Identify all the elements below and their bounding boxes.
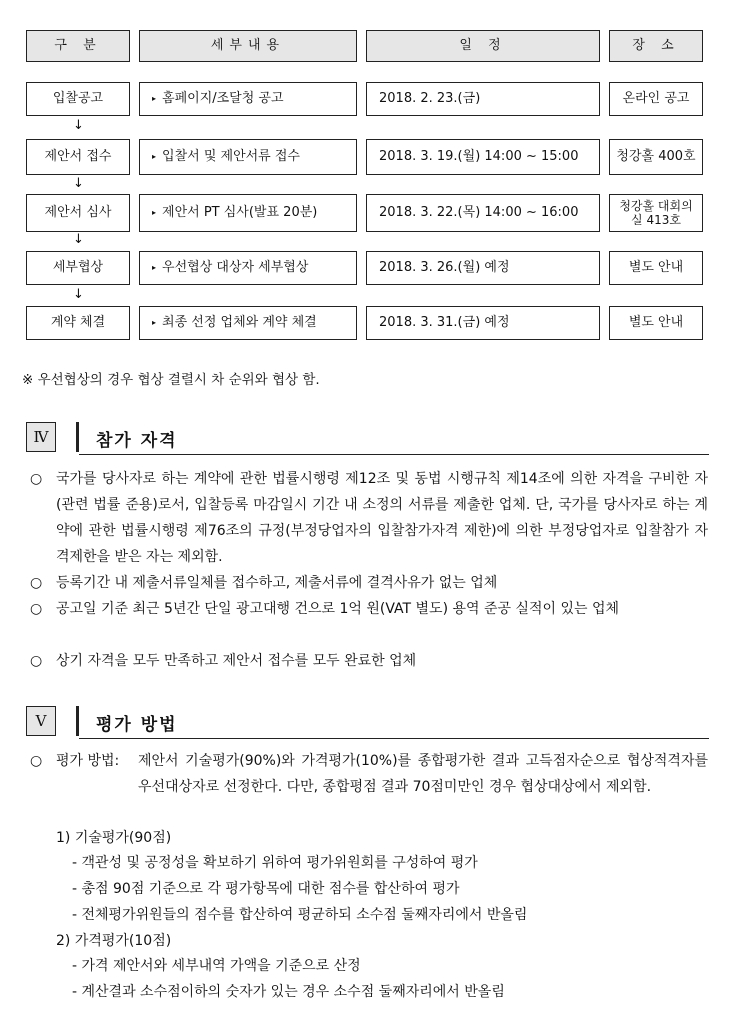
- down-arrow-icon: ↓: [73, 176, 84, 191]
- stage-label: 세부협상: [52, 260, 104, 276]
- stage-label: 제안서 심사: [44, 205, 112, 221]
- section-title: 참가 자격: [96, 431, 178, 451]
- place-cell: [609, 82, 703, 116]
- detail-label: 홈페이지/조달청 공고: [162, 91, 284, 107]
- place-label: 청강홀 400호: [616, 149, 696, 165]
- stage-cell: [26, 82, 130, 116]
- qualification-item: 등록기간 내 제출서류일체를 접수하고, 제출서류에 결격사유가 없는 업체: [56, 575, 498, 591]
- header-detail: [139, 30, 357, 62]
- tech-eval-item: - 객관성 및 공정성을 확보하기 위하여 평가위원회를 구성하여 평가: [72, 855, 478, 871]
- place-label: 청강홀 대회의실 413호: [619, 198, 693, 227]
- circle-bullet-icon: ○: [30, 601, 43, 617]
- qualification-item: 상기 자격을 모두 만족하고 제안서 접수를 모두 완료한 업체: [56, 653, 417, 669]
- tech-eval-title: 1) 기술평가(90점): [56, 830, 172, 846]
- place-cell: [609, 306, 703, 340]
- stage-cell: [26, 306, 130, 340]
- section-number: Ⅳ: [26, 422, 56, 452]
- place-label: 온라인 공고: [622, 91, 690, 107]
- detail-label: 우선협상 대상자 세부협상: [162, 260, 309, 276]
- bullet-icon: ▸: [152, 208, 157, 218]
- detail-label: 최종 선정 업체와 계약 체결: [162, 315, 317, 331]
- bullet-icon: ▸: [152, 94, 157, 104]
- stage-label: 계약 체결: [50, 315, 106, 331]
- date-label: 2018. 3. 22.(목) 14:00 ~ 16:00: [379, 205, 579, 221]
- qualification-item: 국가를 당사자로 하는 계약에 관한 법률시행령 제12조 및 동법 시행규칙 제14조에 의한 자격을 구비한 자(관련 법률 준용)로서, 입찰등록 마감일시 기간 내 소정의 서류를 제출한 업체. 단, 국가를 당사자로 하는 계약에 관한 법률시행령 제76조의 규정(부정당업자의 입찰참가자격 제한)에 의한 부정당업자로 입찰참가 자격제한을 받은 자는 제외함.: [56, 471, 708, 565]
- header-place-label: 장 소: [632, 38, 680, 54]
- section-number: Ⅴ: [26, 706, 56, 736]
- section-bar: [76, 422, 79, 452]
- date-label: 2018. 2. 23.(금): [379, 91, 481, 107]
- date-cell: [366, 139, 600, 175]
- stage-cell: [26, 139, 130, 175]
- place-cell: [609, 139, 703, 175]
- header-stage-label: 구 분: [54, 38, 102, 54]
- circle-bullet-icon: ○: [30, 753, 43, 769]
- date-cell: [366, 251, 600, 285]
- stage-cell: [26, 194, 130, 232]
- note: ※ 우선협상의 경우 협상 결렬시 차 순위와 협상 함.: [22, 372, 320, 388]
- date-label: 2018. 3. 31.(금) 예정: [379, 315, 510, 331]
- method-label: 평가 방법:: [56, 753, 120, 769]
- header-place: [609, 30, 703, 62]
- date-cell: [366, 194, 600, 232]
- stage-cell: [26, 251, 130, 285]
- detail-cell: [139, 306, 357, 340]
- stage-label: 입찰공고: [52, 91, 104, 107]
- header-date-label: 일 정: [459, 38, 507, 54]
- circle-bullet-icon: ○: [30, 653, 43, 669]
- date-cell: [366, 82, 600, 116]
- price-eval-item: - 가격 제안서와 세부내역 가액을 기준으로 산정: [72, 958, 361, 974]
- place-label: 별도 안내: [628, 315, 684, 331]
- bullet-icon: ▸: [152, 152, 157, 162]
- detail-cell: [139, 251, 357, 285]
- detail-cell: [139, 194, 357, 232]
- place-cell: [609, 194, 703, 232]
- date-label: 2018. 3. 19.(월) 14:00 ~ 15:00: [379, 149, 579, 165]
- circle-bullet-icon: ○: [30, 471, 43, 487]
- header-date: [366, 30, 600, 62]
- section-underline: [79, 454, 709, 455]
- method-text: 제안서 기술평가(90%)와 가격평가(10%)를 종합평가한 결과 고득점자순으로 협상적격자를 우선대상자로 선정한다. 다만, 종합평점 결과 70점미만인 경우 협상대상에서 제외함.: [138, 753, 708, 795]
- qualification-item: 공고일 기준 최근 5년간 단일 광고대행 건으로 1억 원(VAT 별도) 용역 준공 실적이 있는 업체: [56, 601, 620, 617]
- place-cell: [609, 251, 703, 285]
- down-arrow-icon: ↓: [73, 118, 84, 133]
- bullet-icon: ▸: [152, 318, 157, 328]
- header-detail-label: 세부내용: [210, 38, 286, 54]
- section-bar: [76, 706, 79, 736]
- price-eval-item: - 계산결과 소수점이하의 숫자가 있는 경우 소수점 둘째자리에서 반올림: [72, 984, 505, 1000]
- down-arrow-icon: ↓: [73, 287, 84, 302]
- stage-label: 제안서 접수: [44, 149, 112, 165]
- detail-label: 입찰서 및 제안서류 접수: [162, 149, 300, 165]
- detail-cell: [139, 82, 357, 116]
- date-cell: [366, 306, 600, 340]
- date-label: 2018. 3. 26.(월) 예정: [379, 260, 510, 276]
- detail-label: 제안서 PT 심사(발표 20분): [162, 205, 318, 221]
- price-eval-title: 2) 가격평가(10점): [56, 933, 172, 949]
- bullet-icon: ▸: [152, 263, 157, 273]
- section-title: 평가 방법: [96, 715, 178, 735]
- down-arrow-icon: ↓: [73, 232, 84, 247]
- circle-bullet-icon: ○: [30, 575, 43, 591]
- tech-eval-item: - 총점 90점 기준으로 각 평가항목에 대한 점수를 합산하여 평가: [72, 881, 460, 897]
- place-label: 별도 안내: [628, 260, 684, 276]
- section-underline: [79, 738, 709, 739]
- header-stage: [26, 30, 130, 62]
- detail-cell: [139, 139, 357, 175]
- tech-eval-item: - 전체평가위원들의 점수를 합산하여 평균하되 소수점 둘째자리에서 반올림: [72, 907, 528, 923]
